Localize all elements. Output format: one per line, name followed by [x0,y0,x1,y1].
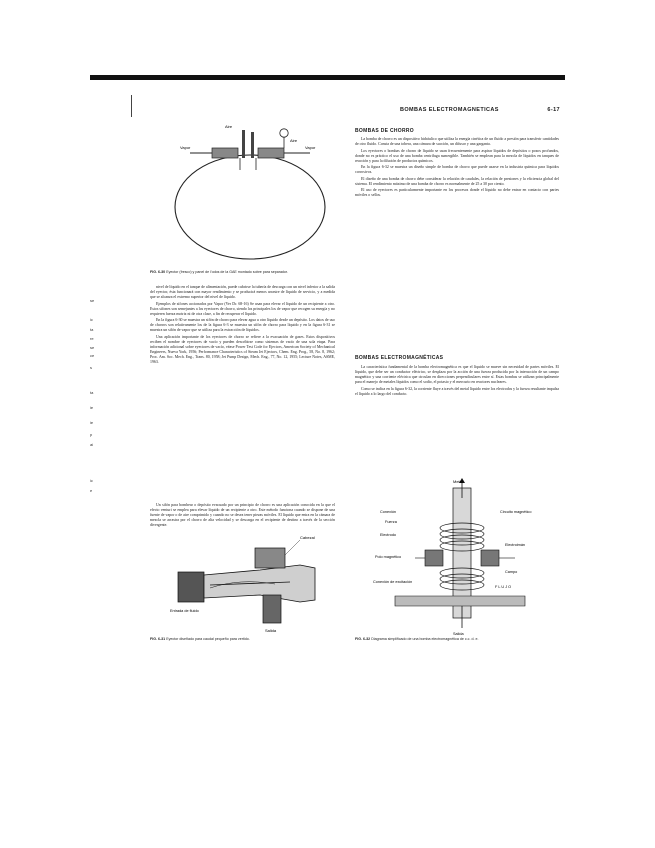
margin-note: ta [90,327,94,332]
right-paragraph: Los eyectores o bombas de chorro de líquido se usan frecuentemente para aspirar líquidos de depósitos o pozos profundos, donde no es práctico el uso de una bomba centrífuga sumergible. También se emplean para la mezcla de líquidos en tanques de reacción y para la dilución de productos químicos. [355,148,559,163]
fig32-label-polo: Polo magnético [375,555,402,559]
left-paragraph: Ejemplos de sifones accionados por Vapor (Ver Dr. 68-16) Se usan para elevar el líquido de un recipiente a otro. Estos sifones son semejantes a los eyectores de chorro, siendo los principales los de vapor que recogen su energía y no requieren fuerza motriz ni de otra clase, a fin de recuperar el líquido. [150,301,335,316]
fig32-label-conexion: Conexión [380,510,397,514]
fig32-label-electrodo: Electrodo [380,533,397,537]
margin-note: ie [90,420,94,425]
fig32-caption-text: Diagrama simplificado de una bomba electromagnética de c.c. d. e. [371,637,479,641]
fig30-caption-label: FIG. 6-30 [150,270,166,274]
section-title: BOMBAS ELECTROMAGNETICAS [400,107,499,113]
right-paragraph: La característica fundamental de la bomba electromagnética es que el líquido se mueve sin necesidad de partes móviles. El líquido, que debe ser un conductor eléctrico, se desplaza por la acción de una fuerza producida por la interacción de un campo magnético y una corriente eléctrica que circulan en direcciones perpendiculares entre sí. Estas bombas se utilizan principalmente para el manejo de metales líquidos como el sodio, el potasio y el mercurio en reactores nucleares. [355,365,559,385]
fig31-label-top: Cabezal [300,535,315,540]
right-column-section1 [355,137,559,337]
fig30-label-right: Vapor [305,145,316,150]
fig30-label-top-left: Aire [225,124,233,129]
fig30-label-left: Vapor [180,145,191,150]
magnetic-pole [425,550,443,566]
figure-6-32 [355,478,565,638]
fig32-label-campo: Campo [505,570,518,574]
margin-note: re [90,336,94,341]
top-rule [90,75,565,80]
fig32-label-electroiman: Electroimán [505,543,526,547]
fig32-caption [355,637,560,642]
running-head [400,107,560,113]
section-heading-electromagneticas: BOMBAS ELECTROMAGNÉTICAS [355,355,444,361]
margin-note: ce [90,353,95,358]
fig31-caption-label: FIG. 6-31 [150,637,166,641]
fig32-label-flujo: F L U J O [495,585,512,589]
right-paragraph: La bomba de chorro es un dispositivo hidráulico que utiliza la energía cinética de un fluido a presión para transferir cantidades de otro fluido. Consta de una tobera, una cámara de succión, un difusor y una garganta. [355,137,559,147]
fig31-label-left: Entrada de fluido [170,609,199,613]
fig32-label-top: Metal [453,479,463,484]
left-paragraph: nivel de líquido en el tanque de alimentación, puede cubrirse la tubería de descarga con un nivel inferior a la salida del eyector, ésta funcionará con mayor rendimiento y se producirá menos arrastre de líquido de servicio, y a medida que se alcanza el extremo superior del nivel de líquido. [150,285,335,300]
fig32-label-circuito: Circuito magnético [500,510,532,514]
fig31-caption [150,637,340,642]
right-column-section2 [355,365,559,480]
margin-note: e [90,488,93,493]
fig31-label-bottom: Salida [265,628,277,633]
tank-body [175,155,325,259]
fig32-caption-label: FIG. 6-32 [355,637,371,641]
margin-note: ic [90,478,93,483]
left-paragraph: Una aplicación importante de los eyectores de chorro se refiere a la evacuación de gases. Estos dispositivos reciben el nombre de eyectores de vacío y pueden describirse como sistemas de vacío de una sola etapa. Para información adicional sobre eyectores de vacío, véase Power Test Code for Ejectors, American Society of Mechanical Engineers, Nueva York, 1956; Performance Characteristics of Steam Jet Ejectors, Chem. Eng. Prog., 58, No. 8, 1962; Proc. Am. Soc. Mech. Eng., Trans. 80, 1958; Jet Pump Design, Mech. Eng., 77, No. 12, 1955; Lecture Notes, ASME, 1963. [150,334,335,365]
section-heading-chorro: BOMBAS DE CHORRO [355,128,414,134]
margin-note: s [90,365,92,370]
fig32-label-salida: Salida [453,632,464,636]
magnetic-pole [481,550,499,566]
margin-note: se [90,298,95,303]
fig30-caption-text: Eyector (fresco) y panel de l'odos de la GAE montado sobre para separador. [166,270,288,274]
margin-note: se [90,345,95,350]
figure-6-30 [150,120,340,270]
fig32-label-conexion-excitacion: Conexión de excitación [373,580,413,584]
margin-note: ie [90,405,94,410]
fig31-caption-text: Eyector diseñado para caudal pequeño para vertido. [166,637,250,641]
page-number: 6-17 [547,107,560,113]
left-paragraph: En la figura 6-30 se muestra un sifón de chorro para elevar agua u otro líquido desde un depósito. Los datos de uso de chorros son relativamente los de la figura 6-3 se muestra un sifón de chorro para líquido y en la figura 6-31 se muestra un sifón de vapor que se utiliza para la extracción de líquidos. [150,318,335,333]
ejector-left-body [212,148,238,158]
left-column-top [150,285,335,500]
ejector-inlet-block [178,572,204,602]
margin-note: p [90,432,93,437]
margin-note: ai [90,442,94,447]
margin-note: ta [90,390,94,395]
left-margin-bar [131,95,132,117]
right-paragraph: En la figura 6-32 se muestra un diseño simple de bomba de chorro que puede usarse en la industria química para líquidos corrosivos. [355,165,559,175]
gauge-icon [280,129,288,137]
right-paragraph: El diseño de una bomba de chorro debe considerar la relación de caudales, la relación de presiones y la eficiencia global del sistema. El rendimiento máximo de una bomba de chorro es normalmente de 25 a 30 por ciento. [355,176,559,186]
figure-6-31 [150,530,340,635]
fig32-label-fuerza: Fuerza [385,520,397,524]
left-paragraph: Un sifón para bombear o depósito evacuado por un principio de chorro es una aplicación conocida en la que el efecto venturi se emplea para elevar líquido de un recipiente a otro. Este método funciona cuando se dispone de una fuente de vapor o de aire comprimido y cuando no se desea tener piezas móviles. El líquido que entra en la cámara de mezcla se arrastra por el chorro de alta velocidad y se descarga en el recipiente de destino a través de la sección divergente. [150,503,335,528]
fig30-label-top-right: Aire [290,138,298,143]
right-paragraph: Como se indica en la figura 6-32, la corriente fluye a través del metal líquido entre los electrodos y la fuerza resultante impulsa el líquido a lo largo del conducto. [355,386,559,396]
margin-note: ic [90,317,93,322]
fig30-caption [150,270,340,275]
left-column-bottom [150,503,335,533]
right-paragraph: El uso de eyectores es particularmente importante en los procesos donde el líquido no debe entrar en contacto con partes móviles o sellos. [355,188,559,198]
ejector-right-body [258,148,284,158]
